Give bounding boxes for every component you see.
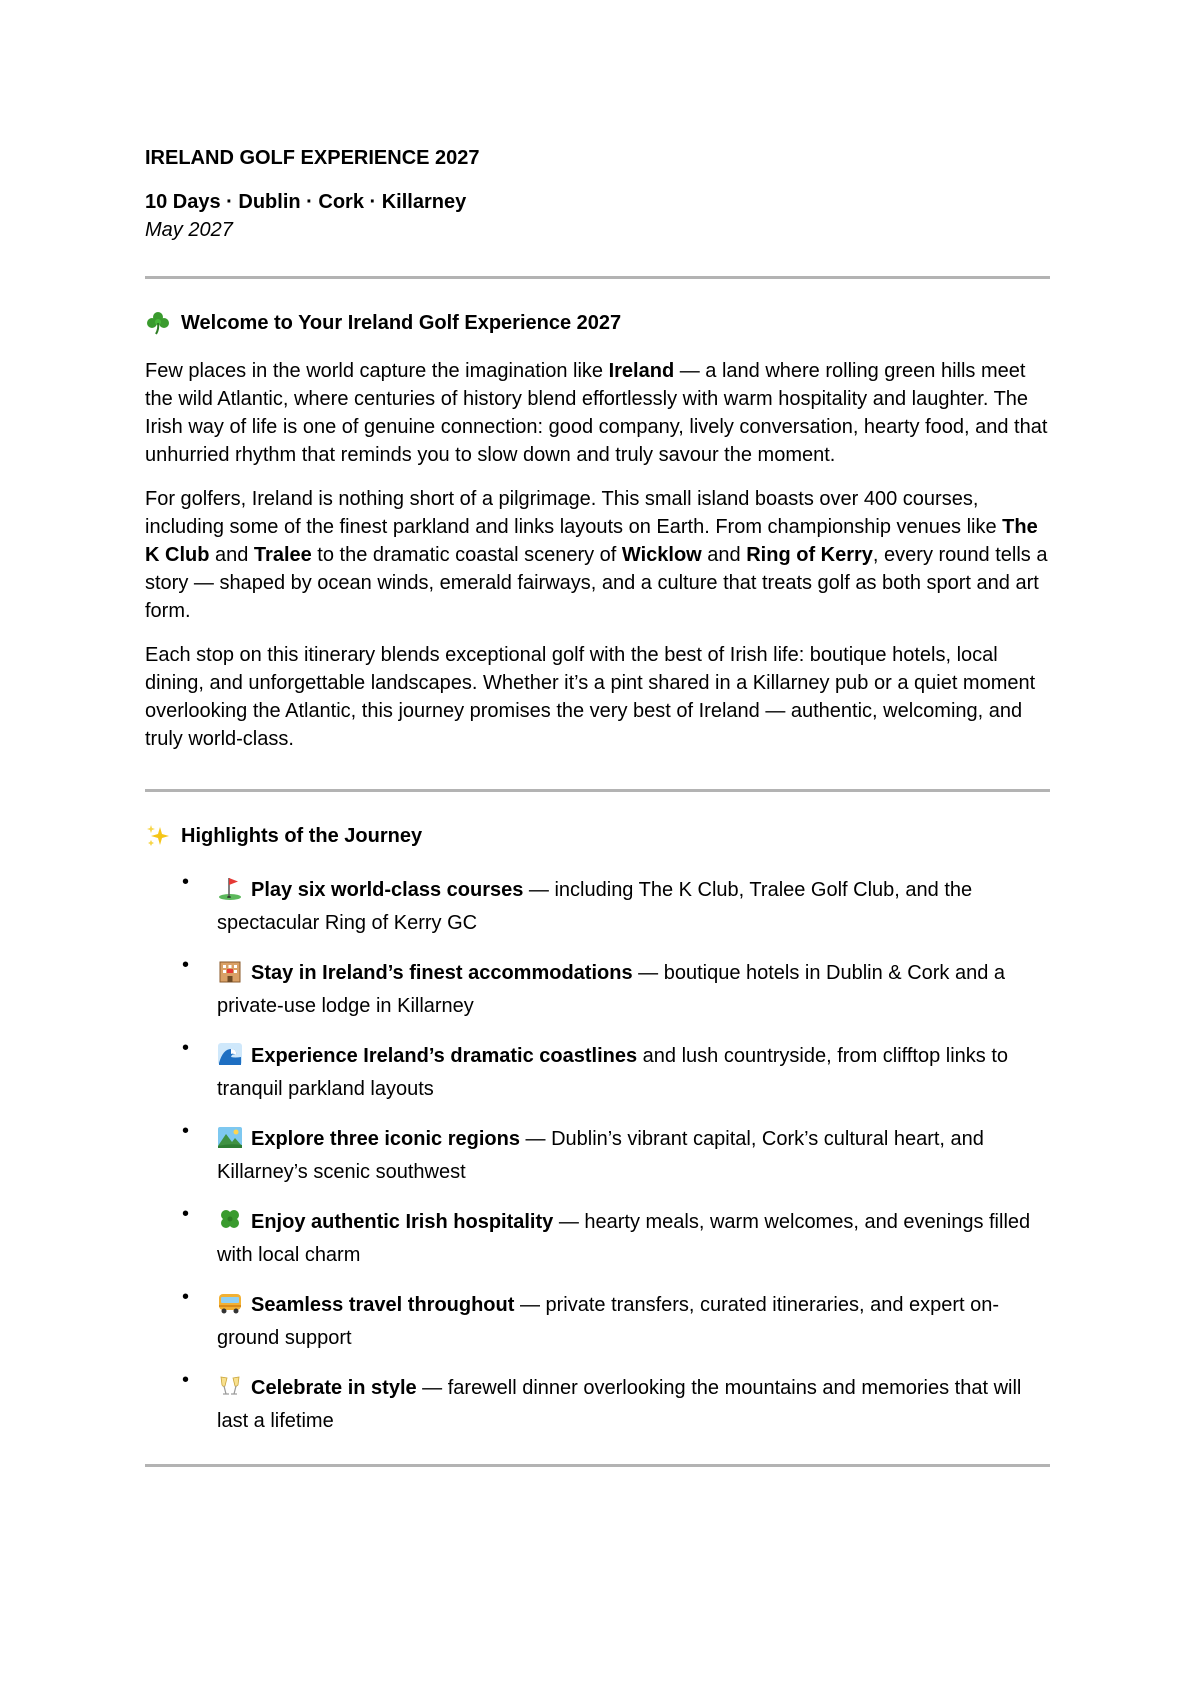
- highlight-title: Experience Ireland’s dramatic coastlines: [251, 1045, 638, 1067]
- welcome-paragraph-1: [145, 357, 1050, 469]
- highlights-heading: [145, 822, 1050, 850]
- highlights-list: [145, 871, 1050, 1438]
- highlight-description: — private transfers, curated itineraries, and expert on-ground support: [217, 1294, 1000, 1349]
- bold-text: Ireland: [608, 360, 675, 382]
- wave-icon: [217, 1041, 243, 1067]
- highlight-description: — boutique hotels in Dublin & Cork and a private-use lodge in Killarney: [217, 962, 1006, 1017]
- champagne-icon: [217, 1373, 243, 1399]
- highlight-description: — Dublin’s vibrant capital, Cork’s cultural heart, and Killarney’s scenic southwest: [217, 1128, 984, 1183]
- bold-text: The K Club: [145, 516, 1038, 566]
- highlights-heading-text: Highlights of the Journey: [181, 825, 423, 847]
- bold-text: Tralee: [253, 544, 312, 566]
- list-item: [145, 1286, 1050, 1355]
- text-run: Few places in the world capture the imagination like: [145, 360, 609, 382]
- welcome-paragraph-3: Each stop on this itinerary blends exceptional golf with the best of Irish life: boutique hotels, local dining, and unforgettable landscapes. Whether it’s a pint shared in a Killarney pub or a quiet moment overlooking the Atlantic, this journey promises the very best of Ireland — authentic, welcoming, and truly world-class.: [145, 644, 1036, 750]
- list-item: [145, 1203, 1050, 1272]
- shamrock-icon: [145, 310, 171, 336]
- list-item: [145, 1120, 1050, 1189]
- section-divider: [145, 789, 1050, 792]
- highlight-title: Celebrate in style: [251, 1377, 417, 1399]
- welcome-heading-text: Welcome to Your Ireland Golf Experience 2027: [181, 312, 622, 334]
- document-title: IRELAND GOLF EXPERIENCE 2027: [145, 147, 480, 169]
- highlight-title: Stay in Ireland’s finest accommodations: [251, 962, 633, 984]
- highlight-description: — hearty meals, warm welcomes, and evenings filled with local charm: [217, 1211, 1031, 1266]
- section-divider: [145, 1464, 1050, 1467]
- bullet: •: [182, 954, 190, 976]
- sparkles-icon: [145, 823, 171, 849]
- bus-icon: [217, 1290, 243, 1316]
- document-subtitle: 10 Days · Dublin · Cork · Killarney: [145, 191, 467, 213]
- text-run: and: [209, 544, 254, 566]
- highlight-title: Play six world-class courses: [251, 879, 524, 901]
- highlight-title: Explore three iconic regions: [251, 1128, 520, 1150]
- text-run: — a land where rolling green hills meet the wild Atlantic, where centuries of history blend effortlessly with warm hospitality and laughter. The Irish way of life is one of genuine connection: good company, lively conversation, hearty food, and that unhurried rhythm that reminds you to slow down and truly savour the moment.: [145, 360, 1048, 466]
- bullet: •: [182, 871, 190, 893]
- text-run: and: [701, 544, 747, 566]
- highlight-title: Enjoy authentic Irish hospitality: [251, 1211, 554, 1233]
- bullet: •: [182, 1037, 190, 1059]
- list-item: [145, 1369, 1050, 1438]
- bullet: •: [182, 1369, 190, 1391]
- landscape-icon: [217, 1124, 243, 1150]
- four-leaf-clover-icon: [217, 1207, 243, 1233]
- bullet: •: [182, 1120, 190, 1142]
- list-item: [145, 1037, 1050, 1106]
- bullet: •: [182, 1203, 190, 1225]
- document-page: [145, 140, 1050, 1467]
- list-item: [145, 954, 1050, 1023]
- document-date: May 2027: [145, 219, 233, 241]
- bold-text: Wicklow: [621, 544, 702, 566]
- highlight-title: Seamless travel throughout: [251, 1294, 515, 1316]
- bold-text: Ring of Kerry: [746, 544, 873, 566]
- bullet: •: [182, 1286, 190, 1308]
- welcome-heading: [145, 309, 1050, 337]
- text-run: For golfers, Ireland is nothing short of a pilgrimage. This small island boasts over 400 courses, including some of the finest parkland and links layouts on Earth. From championship venues like: [145, 488, 1003, 538]
- hotel-icon: [217, 958, 243, 984]
- highlight-description: — farewell dinner overlooking the mountains and memories that will last a lifetime: [217, 1377, 1022, 1432]
- highlight-description: and lush countryside, from clifftop links to tranquil parkland layouts: [217, 1045, 1009, 1100]
- highlight-description: — including The K Club, Tralee Golf Club, and the spectacular Ring of Kerry GC: [217, 879, 973, 934]
- text-run: to the dramatic coastal scenery of: [311, 544, 622, 566]
- section-divider: [145, 276, 1050, 279]
- list-item: [145, 871, 1050, 940]
- welcome-paragraph-2: [145, 485, 1050, 625]
- golf-flag-icon: [217, 875, 243, 901]
- text-run: , every round tells a story — shaped by ocean winds, emerald fairways, and a culture that treats golf as both sport and art form.: [145, 544, 1048, 622]
